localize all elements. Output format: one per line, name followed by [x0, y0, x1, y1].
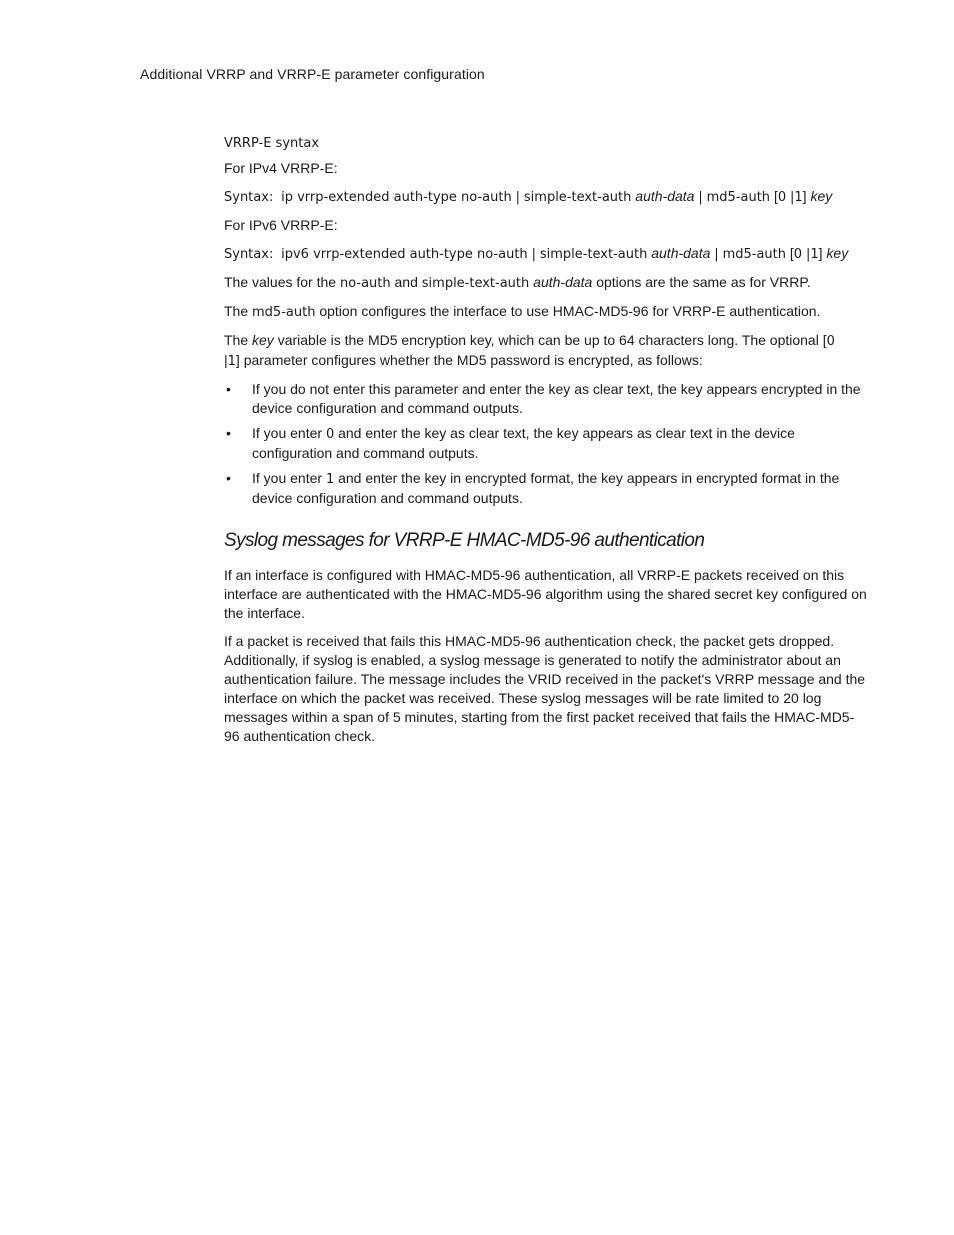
syntax-command: ipv6 vrrp-extended auth-type no-auth [281, 247, 528, 262]
syntax-bracket: ] [818, 245, 823, 261]
text-run: and [390, 274, 422, 290]
list-item [224, 469, 868, 508]
syntax-option: md5-auth [722, 247, 786, 262]
keyword: 0 [325, 427, 335, 442]
syntax-bracket: [ [789, 245, 794, 261]
variable: auth-data [533, 274, 593, 290]
list-item [224, 424, 868, 463]
syntax-bracket: ] [802, 188, 807, 204]
syntax-command: ip vrrp-extended auth-type no-auth [281, 190, 512, 205]
keyword: no-auth [339, 276, 391, 291]
text-run: and enter the key in encrypted format, the key appears in encrypted format in the device configuration and command outputs. [252, 470, 840, 506]
syntax-option: simple-text-auth [539, 247, 648, 262]
text-run: The values for the [224, 274, 340, 290]
keyword: simple-text-auth [421, 276, 530, 291]
text-run: If you do not enter this parameter and enter the key as clear text, the key appears encrypted in the device configuration and command outputs. [252, 381, 861, 416]
syntax-variable: key [826, 245, 849, 261]
syntax-option: md5-auth [706, 190, 771, 205]
text-run: and enter the key as clear text, the key appears as clear text in the device configuration and command outputs. [252, 425, 795, 461]
syntax-separator: | [805, 247, 811, 262]
keyword: 0 [826, 334, 835, 349]
variable: key [252, 332, 274, 348]
syntax-separator: | [531, 247, 536, 262]
text-run: ] parameter configures whether the MD5 password is encrypted, as follows: [235, 352, 703, 368]
page-content [224, 136, 868, 746]
text-run: The [224, 332, 253, 348]
syntax-label: Syntax: [224, 190, 274, 205]
bullet-icon: • [226, 381, 231, 397]
text-run: option configures the interface to use HMAC-MD5-96 for VRRP-E authentication. [315, 303, 821, 319]
text-run: variable is the MD5 encryption key, which can be up to 64 characters long. The optional [ [273, 332, 827, 348]
syntax-label: Syntax: [224, 247, 274, 262]
syntax-value: 0 [793, 247, 803, 262]
syntax-separator: | [698, 190, 703, 205]
vrrpe-syntax-heading: VRRP-E syntax [224, 136, 320, 151]
syntax-separator: | [515, 190, 520, 205]
paragraph-values [224, 273, 868, 293]
bullet-icon: • [226, 470, 231, 486]
syntax-variable: auth-data [635, 188, 695, 204]
text-run: If you enter [252, 425, 326, 441]
list-item [224, 380, 868, 418]
text-run: The [224, 303, 253, 319]
paragraph-md5 [224, 302, 868, 322]
bullet-icon: • [226, 425, 231, 441]
bullet-list [224, 380, 868, 508]
ipv4-label: For IPv4 VRRP-E: [224, 160, 338, 176]
text-run: If you enter [252, 470, 326, 486]
paragraph-key [224, 331, 868, 371]
syntax-ipv4 [224, 187, 868, 207]
syntax-value: 1 [794, 190, 803, 205]
syntax-value: 1 [810, 247, 819, 262]
running-head: Additional VRRP and VRRP-E parameter configuration [140, 66, 485, 82]
syntax-separator: | [790, 190, 795, 205]
syntax-option: simple-text-auth [523, 190, 632, 205]
section-heading: Syslog messages for VRRP-E HMAC-MD5-96 authentication [224, 530, 705, 551]
keyword: md5-auth [252, 305, 316, 320]
syslog-paragraph-2: If a packet is received that fails this HMAC-MD5-96 authentication check, the packet gets dropped. Additionally, if syslog is enabled, a syslog message is generated to notify the administrator about an authentication failure. The message includes the VRID received in the packet's VRRP message and the interface on which the packet was received. These syslog messages will be rate limited to 20 log messages within a span of 5 minutes, starting from the first packet received that fails the HMAC-MD5-96 authentication check. [224, 633, 866, 744]
keyword: 1 [227, 354, 236, 369]
ipv6-label: For IPv6 VRRP-E: [224, 217, 338, 233]
syslog-paragraph-1: If an interface is configured with HMAC-MD5-96 authentication, all VRRP-E packets received on this interface are authenticated with the HMAC-MD5-96 algorithm using the shared secret key configured on the interface. [224, 567, 867, 621]
syntax-variable: auth-data [651, 245, 711, 261]
syntax-value: 0 [777, 190, 787, 205]
keyword: 1 [325, 472, 335, 487]
text-run: options are the same as for VRRP. [592, 274, 811, 290]
syntax-variable: key [810, 188, 833, 204]
text-run: | [224, 352, 228, 368]
syntax-bracket: [ [773, 188, 778, 204]
syntax-ipv6 [224, 244, 868, 264]
syntax-separator: | [714, 247, 719, 262]
